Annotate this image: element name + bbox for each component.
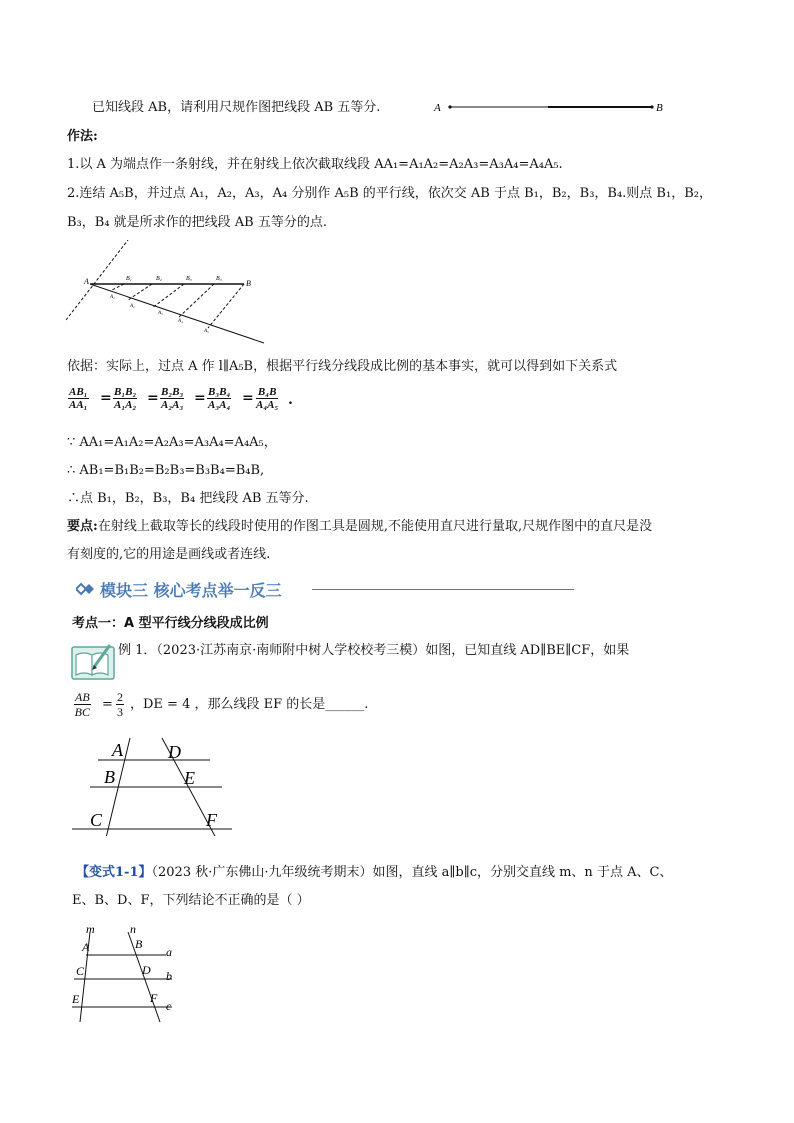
task-statement: 已知线段 AB，请利用尺规作图把线段 AB 五等分. [92, 100, 381, 115]
note-text-1: 在射线上截取等长的线段时使用的作图工具是圆规,不能使用直尺进行量取,尺规作图中的直尺是没 [97, 519, 653, 534]
fig-label-a3: A₃ [158, 311, 163, 316]
example1-figure [70, 736, 240, 836]
fig-label-a4: A₄ [178, 319, 183, 324]
fig-label-a2: A₂ [130, 304, 135, 309]
var-label-d-point: D [142, 963, 151, 977]
example1-line1: 例 1．（2023·江苏南京·南师附中树人学校校考三模）如图，已知直线 AD∥BE∥CF，如果 [118, 643, 630, 658]
segment-label-a: A [434, 102, 441, 114]
method-heading: 作法: [67, 129, 98, 144]
fig-label-b3: B₃ [186, 276, 192, 282]
ex1-label-e: E [184, 768, 195, 788]
var-label-n: n [130, 922, 136, 936]
ratio-value: $\frac{2}{3}$ [117, 690, 123, 719]
var-label-b-line: b [166, 969, 172, 983]
variant-line2: E、B、D、F，下列结论不正确的是（ ） [72, 893, 310, 908]
segment-ab-figure [430, 96, 670, 118]
fig-label-a1: A₁ [110, 295, 115, 300]
fig-label-b1: B₁ [126, 276, 132, 282]
fraction-2: $\frac{\text{B₁B₂}}{\text{A₁A₂}}$ [114, 386, 137, 411]
ex1-label-b: B [104, 767, 115, 787]
module-divider [312, 589, 574, 590]
therefore-line-2: ∴点 B₁，B₂，B₃，B₄ 把线段 AB 五等分. [67, 491, 309, 506]
ratio-equals: = [102, 697, 113, 712]
variant-line1 [76, 862, 672, 884]
variant-tag: 【变式1-1】 [76, 865, 152, 880]
segment-label-b: B [656, 102, 663, 114]
book-pencil-icon [70, 641, 118, 681]
module-title: 模块三 核心考点举一反三 [100, 581, 282, 600]
period: . [288, 392, 293, 408]
construction-figure [66, 240, 276, 345]
because-line: ∵ AA₁=A₁A₂=A₂A₃=A₃A₄=A₄A₅， [67, 435, 277, 450]
ex1-label-c: C [90, 810, 103, 830]
fig-label-b2: B₂ [156, 276, 162, 282]
note-line-2: 有刻度的,它的用途是画线或者连线. [67, 547, 271, 562]
ex1-label-f: F [206, 810, 217, 830]
var-label-c-point: C [76, 964, 85, 978]
fraction-3: $\frac{\text{B₂B₃}}{\text{A₂A₃}}$ [161, 386, 184, 411]
method-step1: 1.以 A 为端点作一条射线，并在射线上依次截取线段 AA₁=A₁A₂=A₂A₃=A₃A₄=A₄A₅. [67, 157, 563, 172]
note-line-1 [67, 516, 652, 538]
equals-3: = [194, 390, 206, 406]
var-label-f-point: F [150, 991, 158, 1005]
fraction-1: $\frac{\text{AB₁}}{\text{AA₁}}$ [69, 386, 88, 411]
fig-label-a5: A₅ [204, 329, 209, 334]
basis-text: 依据：实际上，过点 A 作 l∥A₅B，根据平行线分线段成比例的基本事实，就可以得到如下关系式 [67, 359, 618, 374]
kaodian-title: 考点一：A 型平行线分线段成比例 [72, 616, 269, 631]
module-header [76, 577, 576, 603]
var-label-a-line: a [166, 945, 172, 959]
var-label-e-point: E [72, 992, 80, 1006]
var-label-a-point: A [82, 940, 90, 954]
ex1-label-a: A [112, 740, 123, 760]
method-step2-line2: B₃，B₄ 就是所求作的把线段 AB 五等分的点. [67, 215, 328, 230]
fraction-5: $\frac{\text{B₄B}}{\text{A₄A₅}}$ [256, 386, 279, 411]
equals-4: = [242, 390, 254, 406]
note-label: 要点: [67, 519, 98, 534]
var-label-m: m [86, 922, 95, 936]
variant-text-1: （2023 秋·广东佛山·九年级统考期末）如图，直线 a∥b∥c，分别交直线 m、n 于点 A、C、 [151, 865, 673, 880]
fig-label-b4: B₃ [216, 276, 222, 282]
equals-1: = [100, 390, 112, 406]
example1-line2 [70, 688, 470, 724]
fig-label-b: B [246, 279, 251, 288]
method-step2-line1: 2.连结 A₅B，并过点 A₁，A₂，A₃，A₄ 分别作 A₅B 的平行线，依次交 AB 于点 B₁，B₂，B₃，B₄.则点 B₁，B₂， [67, 186, 712, 201]
ratio-ab-bc: $\frac{AB}{BC}$ [74, 690, 90, 719]
fraction-4: $\frac{\text{B₃B₄}}{\text{A₃A₄}}$ [208, 386, 231, 411]
fig-label-a: A [84, 277, 89, 286]
ex1-label-d: D [168, 742, 181, 762]
var-label-c-line: c [166, 999, 172, 1013]
double-diamond-icon [76, 581, 98, 597]
variant-figure [68, 922, 188, 1026]
equals-2: = [147, 390, 159, 406]
example1-question: ，DE = 4 ，那么线段 EF 的长是______. [130, 697, 369, 712]
therefore-line-1: ∴ AB₁=B₁B₂=B₂B₃=B₃B₄=B₄B, [67, 463, 265, 478]
var-label-b-point: B [135, 937, 143, 951]
